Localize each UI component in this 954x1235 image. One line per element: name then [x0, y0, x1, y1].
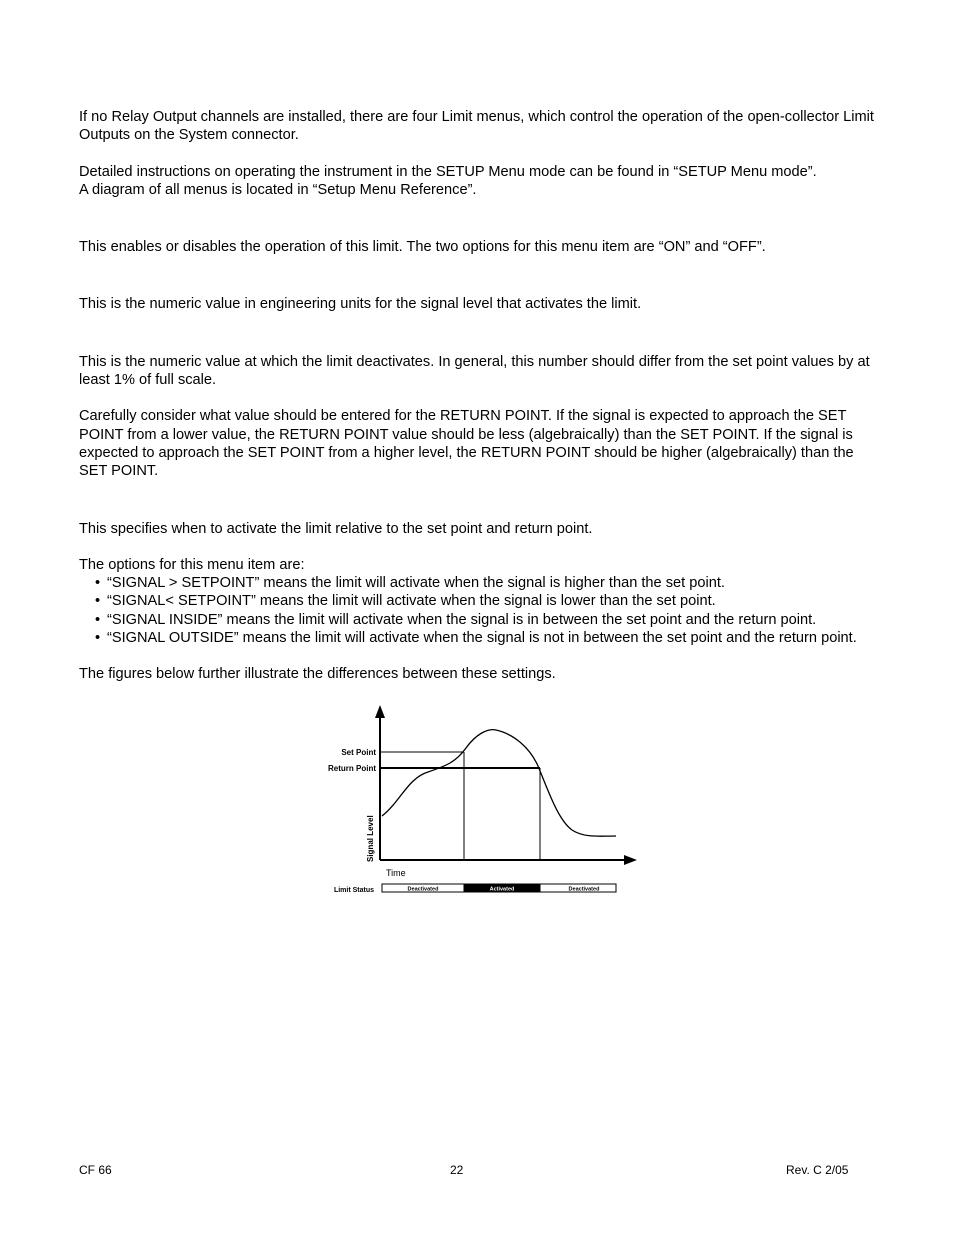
status-text-deactivated-2: Deactivated [568, 886, 600, 893]
list-item: • “SIGNAL< SETPOINT” means the limit will activate when the signal is lower than the set point. [95, 593, 716, 610]
bullet-icon: • [95, 593, 101, 610]
footer-page-number: 22 [450, 1163, 464, 1177]
section-gap [79, 314, 879, 353]
setpoint-description: This is the numeric value in engineering units for the signal level that activates the limit. [79, 296, 642, 313]
status-text-activated: Activated [489, 886, 515, 893]
list-item: • “SIGNAL > SETPOINT” means the limit will activate when the signal is higher than the set point. [95, 575, 725, 592]
figures-note: The figures below further illustrate the differences between these settings. [79, 666, 556, 683]
enable-description: This enables or disables the operation of this limit. The two options for this menu item are “ON” and “OFF”. [79, 239, 766, 256]
list-item: • “SIGNAL INSIDE” means the limit will activate when the signal is in between the set point and the return point. [95, 611, 817, 628]
mode-description: This specifies when to activate the limit relative to the set point and return point. [79, 520, 593, 537]
limit-diagram [326, 700, 646, 900]
mode-options-intro: The options for this menu item are: [79, 556, 305, 573]
mode-options-list [79, 574, 879, 647]
limit-status-label: Limit Status [333, 887, 374, 894]
set-point-label: Set Point [341, 748, 376, 757]
document-body [79, 108, 879, 684]
bullet-icon: • [95, 630, 101, 647]
list-item: • “SIGNAL OUTSIDE” means the limit will activate when the signal is not in between the set point and the return point. [95, 630, 857, 647]
y-axis-label: Signal Level [366, 815, 375, 862]
bullet-icon: • [95, 611, 101, 628]
y-axis-arrow-icon [375, 705, 385, 718]
intro-paragraph-2-line-1: Detailed instructions on operating the instrument in the SETUP Menu mode can be found in “SETUP Menu mode”. [79, 163, 817, 180]
footer-revision: Rev. C 2/05 [786, 1163, 849, 1177]
intro-paragraph-1: If no Relay Output channels are installed, there are four Limit menus, which control the operation of the open-collector Limit Outputs on the System connector. [79, 109, 874, 144]
status-text-deactivated-1: Deactivated [407, 886, 439, 893]
returnpoint-description: This is the numeric value at which the limit deactivates. In general, this number should differ from the set point values by at least 1% of full scale. [79, 353, 870, 389]
intro-paragraph-2-line-2: A diagram of all menus is located in “Setup Menu Reference”. [79, 181, 477, 198]
footer-doc-id: CF 66 [79, 1163, 112, 1177]
section-gap [79, 481, 879, 520]
section-gap [79, 256, 879, 295]
returnpoint-guidance: Carefully consider what value should be entered for the RETURN POINT. If the signal is expected to approach the SET POINT from a lower value, the RETURN POINT value should be less (algebraically) than the SET POINT. If the signal is expected to approach the SET POINT from a higher level, the RETURN POINT should be higher (algebraically) than the SET POINT. [79, 408, 854, 480]
bullet-icon: • [95, 575, 101, 592]
section-gap [79, 199, 879, 238]
x-axis-label: Time [386, 868, 406, 878]
return-point-label: Return Point [328, 764, 376, 773]
signal-curve [382, 730, 616, 837]
x-axis-arrow-icon [624, 855, 637, 865]
limit-activation-figure [326, 700, 646, 900]
